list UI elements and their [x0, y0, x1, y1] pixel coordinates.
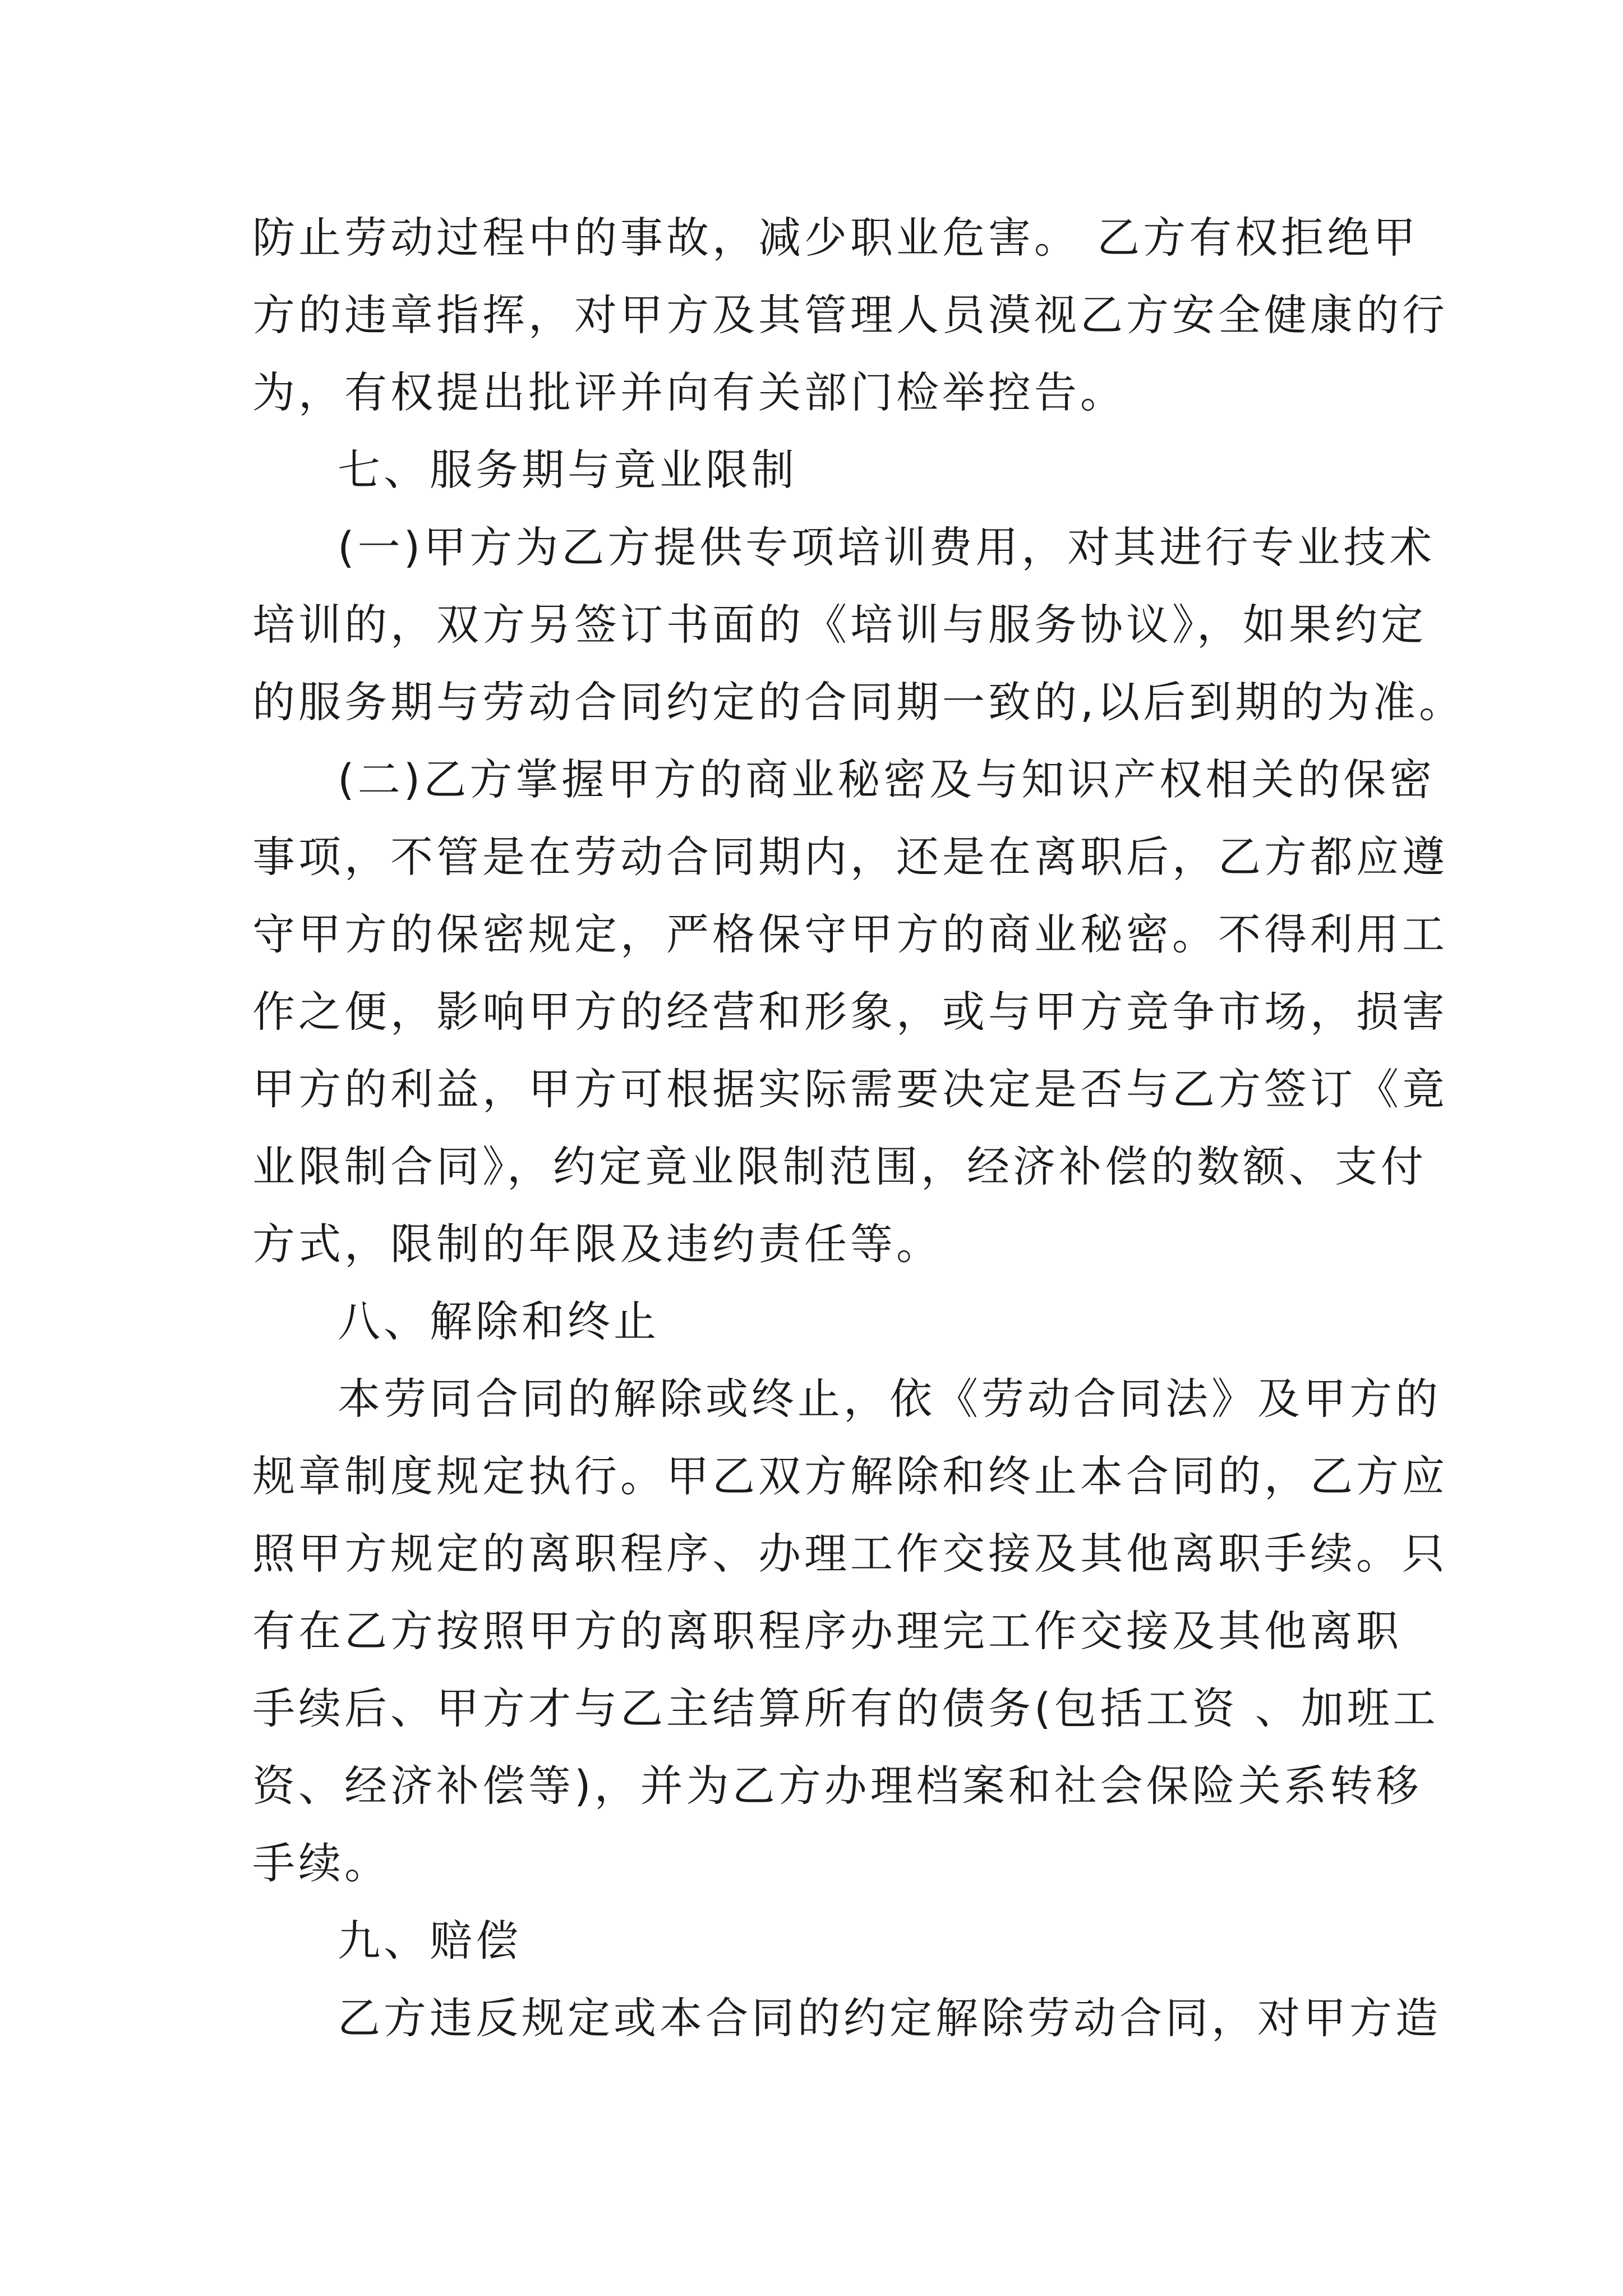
body-line: (一)甲方为乙方提供专项培训费用，对其进行专业技术 [338, 522, 1436, 572]
body-line: 乙方违反规定或本合同的约定解除劳动合同，对甲方造 [338, 1993, 1441, 2043]
body-line: 资、经济补偿等)，并为乙方办理档案和社会保险关系转移 [252, 1761, 1422, 1811]
body-line: 规章制度规定执行。甲乙双方解除和终止本合同的，乙方应 [252, 1451, 1448, 1501]
section-heading-termination: 八、解除和终止 [338, 1296, 660, 1346]
body-line: 照甲方规定的离职程序、办理工作交接及其他离职手续。只 [252, 1529, 1448, 1579]
section-heading-compensation: 九、赔偿 [338, 1916, 522, 1966]
body-line: 甲方的利益，甲方可根据实际需要决定是否与乙方签订《竟 [252, 1064, 1448, 1114]
body-line: 手续。 [252, 1838, 390, 1888]
body-line: 有在乙方按照甲方的离职程序办理完工作交接及其他离职 [252, 1606, 1402, 1656]
contract-body-text [252, 199, 1465, 2057]
section-heading-service-period: 七、服务期与竟业限制 [338, 445, 797, 495]
body-line: 防止劳动过程中的事故，减少职业危害。 乙方有权拒绝甲 [252, 213, 1419, 263]
body-line: 事项，不管是在劳动合同期内，还是在离职后，乙方都应遵 [252, 832, 1448, 882]
body-line: 方的违章指挥，对甲方及其管理人员漠视乙方安全健康的行 [252, 290, 1448, 340]
body-line: 手续后、甲方才与乙主结算所有的债务(包括工资 、加班工 [252, 1683, 1439, 1733]
body-line: 方式，限制的年限及违约责任等。 [252, 1219, 942, 1269]
body-line: 本劳同合同的解除或终止，依《劳动合同法》及甲方的 [338, 1374, 1441, 1424]
body-line: 为，有权提出批评并向有关部门检举控告。 [252, 367, 1126, 417]
body-line: (二)乙方掌握甲方的商业秘密及与知识产权相关的保密 [338, 754, 1436, 804]
body-line: 守甲方的保密规定，严格保守甲方的商业秘密。不得利用工 [252, 909, 1448, 959]
body-line: 的服务期与劳动合同约定的合同期一致的,以后到期的为准。 [252, 677, 1465, 727]
body-line: 作之便，影响甲方的经营和形象，或与甲方竞争市场，损害 [252, 987, 1448, 1037]
body-line: 培训的，双方另签订书面的《培训与服务协议》，如果约定 [252, 600, 1427, 650]
body-line: 业限制合同》，约定竟业限制范围，经济补偿的数额、支付 [252, 1142, 1427, 1191]
